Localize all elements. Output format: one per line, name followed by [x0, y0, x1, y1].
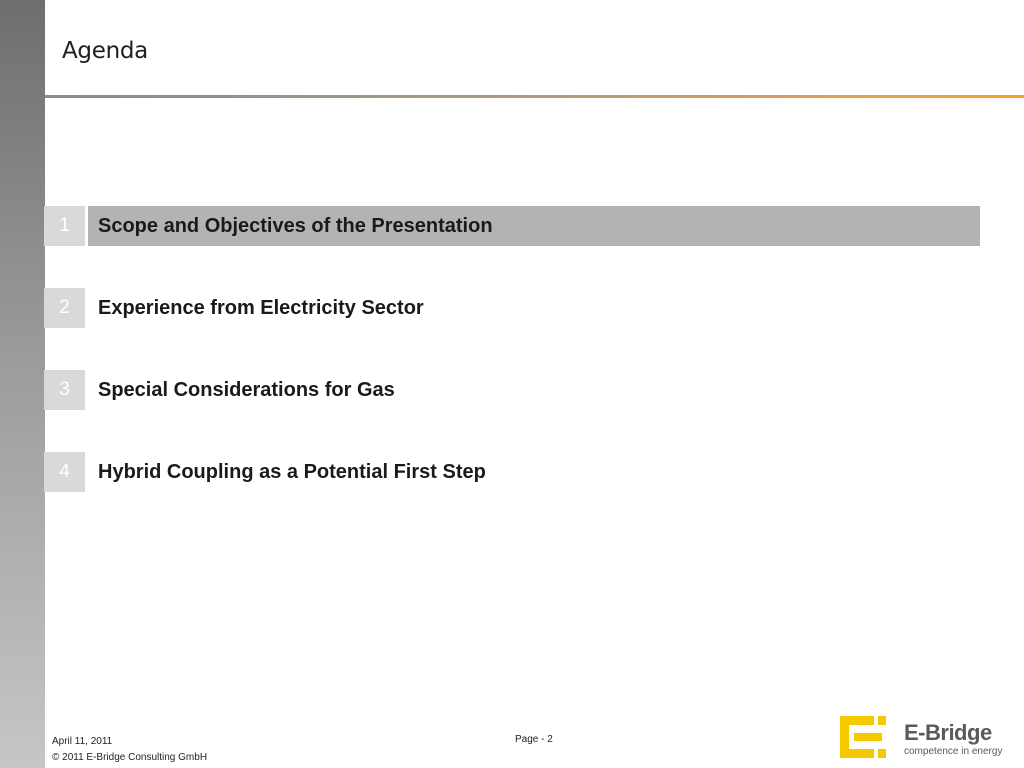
agenda-item-label: Special Considerations for Gas	[98, 378, 395, 401]
left-sidebar-bar	[0, 0, 45, 768]
agenda-item-label-box	[88, 452, 980, 492]
agenda-item-number: 2	[44, 288, 85, 328]
agenda-item-number: 3	[44, 370, 85, 410]
agenda-item-3[interactable]	[44, 370, 980, 410]
agenda-item-label-box	[88, 206, 980, 246]
agenda-item-4[interactable]	[44, 452, 980, 492]
agenda-item-2[interactable]	[44, 288, 980, 328]
agenda-item-label: Scope and Objectives of the Presentation	[98, 214, 493, 237]
agenda-item-1[interactable]	[44, 206, 980, 246]
page-number: Page - 2	[515, 734, 553, 745]
logo-name: E-Bridge	[904, 720, 992, 745]
slide-title: Agenda	[62, 38, 148, 64]
footer-copyright: © 2011 E-Bridge Consulting GmbH	[52, 752, 208, 763]
logo-tagline: competence in energy	[904, 746, 1003, 757]
agenda-item-label: Experience from Electricity Sector	[98, 296, 424, 319]
e-bridge-logo-icon	[836, 714, 892, 760]
agenda-item-label-box	[88, 370, 980, 410]
e-bridge-logo	[836, 714, 1016, 760]
agenda-item-number: 1	[44, 206, 85, 246]
agenda-item-number: 4	[44, 452, 85, 492]
footer-date: April 11, 2011	[52, 736, 113, 747]
agenda-item-label-box	[88, 288, 980, 328]
agenda-item-label: Hybrid Coupling as a Potential First Step	[98, 460, 486, 483]
title-divider	[45, 95, 1024, 98]
